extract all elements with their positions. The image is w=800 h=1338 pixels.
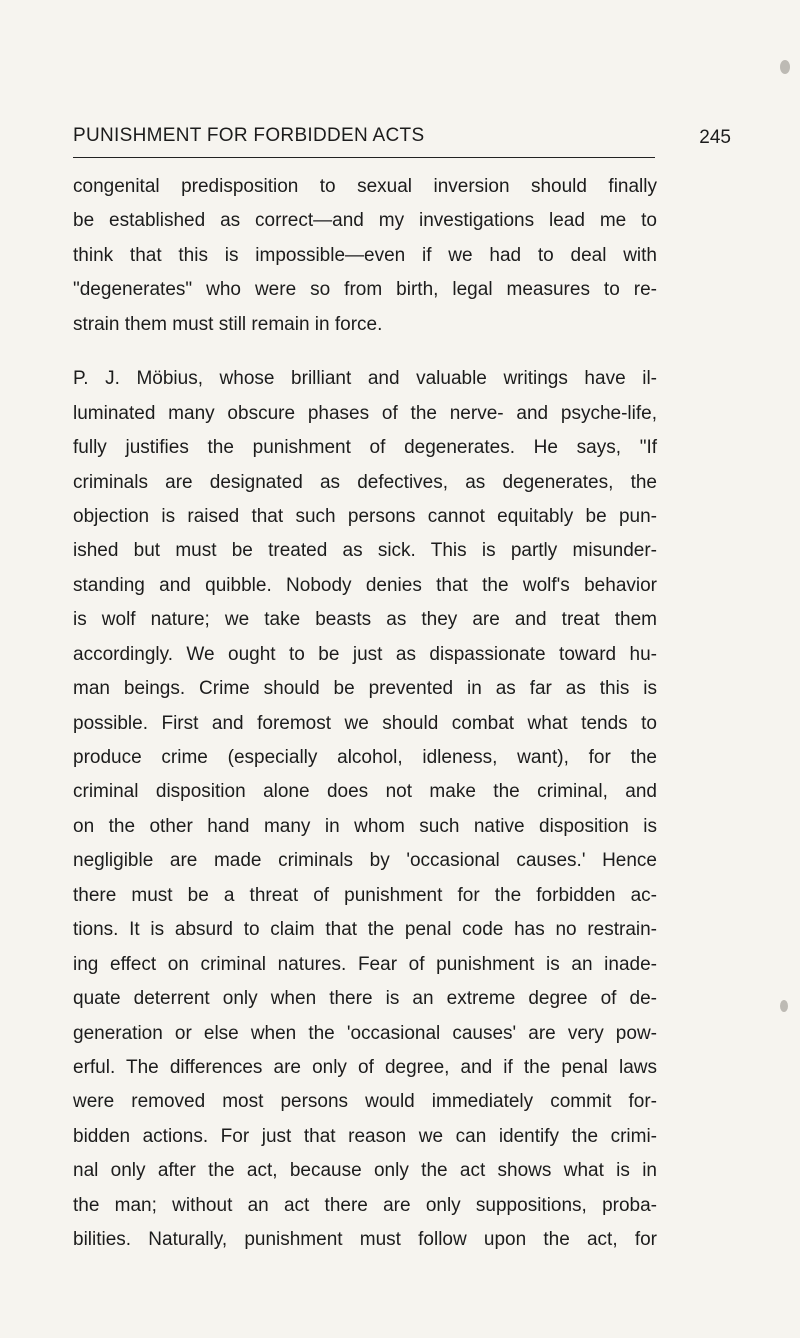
text-line: luminated many obscure phases of the nerve- and psyche-life, [73, 402, 657, 424]
text-line: there must be a threat of punishment for the forbidden ac- [73, 884, 657, 906]
text-line: quate deterrent only when there is an extreme degree of de- [73, 988, 657, 1010]
text-line: strain them must still remain in force. [73, 313, 383, 335]
text-line: bidden actions. For just that reason we can identify the crimi- [73, 1125, 657, 1147]
text-line: negligible are made criminals by 'occasional causes.' Hence [73, 850, 657, 872]
text-line: think that this is impossible—even if we had to deal with [73, 244, 657, 266]
text-line: possible. First and foremost we should combat what tends to [73, 712, 657, 734]
text-line: produce crime (especially alcohol, idleness, want), for the [73, 747, 657, 768]
paragraph-2 [73, 362, 657, 1257]
text-line: be established as correct—and my investigations lead me to [73, 210, 657, 232]
paragraph-1 [73, 170, 657, 342]
text-line: accordingly. We ought to be just as dispassionate toward hu- [73, 643, 657, 665]
text-line: fully justifies the punishment of degenerates. He says, "If [73, 437, 657, 459]
text-line: ished but must be treated as sick. This is partly misunder- [73, 540, 657, 562]
text-line: is wolf nature; we take beasts as they are and treat them [73, 609, 657, 631]
text-line: bilities. Naturally, punishment must follow upon the act, for [73, 1229, 657, 1251]
text-line: man beings. Crime should be prevented in as far as this is [73, 678, 657, 700]
header-rule [73, 157, 655, 158]
text-line: erful. The differences are only of degree, and if the penal laws [73, 1056, 657, 1078]
text-line: standing and quibble. Nobody denies that the wolf's behavior [73, 574, 657, 596]
paper-speck [780, 1000, 788, 1012]
page-header [73, 125, 731, 157]
running-head: PUNISHMENT FOR FORBIDDEN ACTS [73, 125, 425, 146]
text-line: were removed most persons would immediately commit for- [73, 1091, 657, 1113]
text-line: tions. It is absurd to claim that the penal code has no restrain- [73, 919, 657, 941]
text-line: nal only after the act, because only the act shows what is in [73, 1160, 657, 1182]
page-number: 245 [699, 127, 731, 148]
text-line: on the other hand many in whom such native disposition is [73, 815, 657, 837]
text-line: ing effect on criminal natures. Fear of punishment is an inade- [73, 953, 657, 975]
text-line: generation or else when the 'occasional causes' are very pow- [73, 1022, 657, 1044]
paragraph-gap [73, 342, 657, 362]
body-text [73, 170, 657, 1258]
text-line: criminals are designated as defectives, as degenerates, the [73, 471, 657, 493]
text-line: congenital predisposition to sexual inversion should finally [73, 176, 657, 197]
text-line: the man; without an act there are only suppositions, proba- [73, 1194, 657, 1216]
text-line: "degenerates" who were so from birth, legal measures to re- [73, 279, 657, 301]
text-line: criminal disposition alone does not make the criminal, and [73, 781, 657, 803]
text-line: objection is raised that such persons cannot equitably be pun- [73, 505, 657, 527]
text-line: P. J. Möbius, whose brilliant and valuable writings have il- [73, 368, 657, 390]
paper-speck [780, 60, 790, 74]
